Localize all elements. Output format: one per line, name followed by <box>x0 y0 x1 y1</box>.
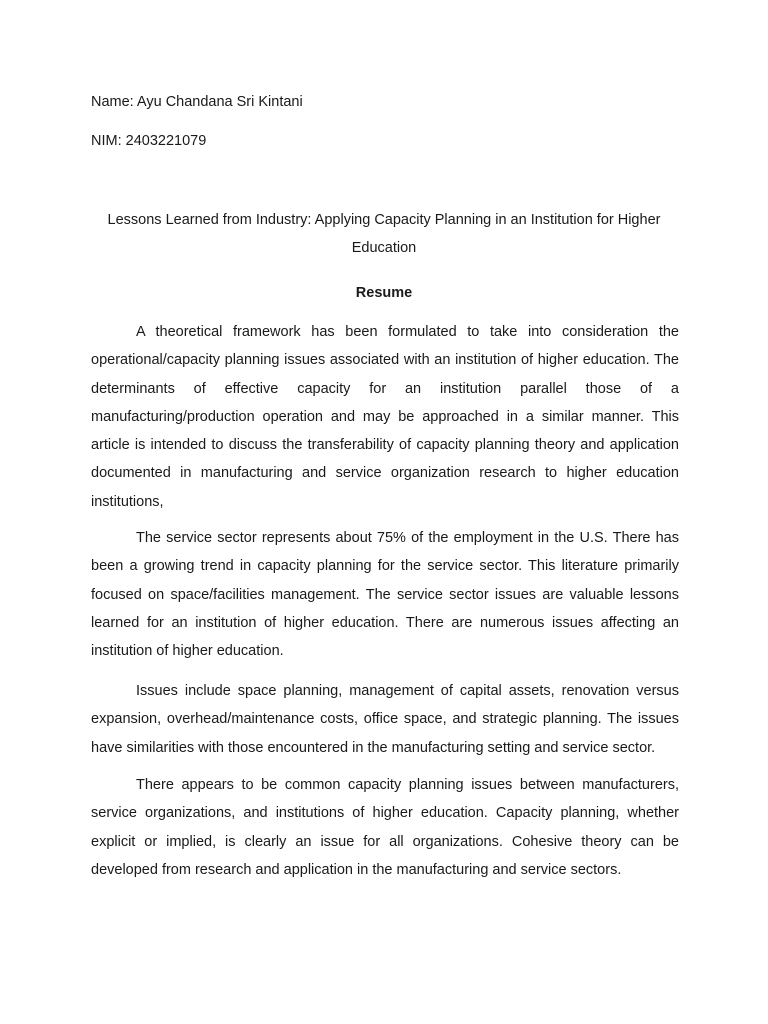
section-heading-resume: Resume <box>355 285 413 301</box>
paragraph: The service sector represents about 75% of the employment in the U.S. There has been a growing trend in capacity planning for the service sector. This literature primarily focused on space/facilities management. The service sector issues are valuable lessons learned for an institution of higher education. There are numerous issues affecting an institution of higher education. <box>91 530 679 660</box>
student-nim: NIM: 2403221079 <box>91 133 207 149</box>
document-title: Lessons Learned from Industry: Applying Capacity Planning in an Institution for Higher Education <box>107 212 661 257</box>
student-name: Name: Ayu Chandana Sri Kintani <box>91 94 303 110</box>
paragraph: There appears to be common capacity planning issues between manufacturers, service organizations, and institutions of higher education. Capacity planning, whether explicit or implied, is clearly an issue for all organizations. Cohesive theory can be developed from research and application in the manufacturing and service sectors. <box>91 777 679 878</box>
paragraph: Issues include space planning, management of capital assets, renovation versus expansion, overhead/maintenance costs, office space, and strategic planning. The issues have similarities with those encountered in the manufacturing setting and service sector. <box>91 683 679 756</box>
paragraph: A theoretical framework has been formulated to take into consideration the operational/capacity planning issues associated with an institution of higher education. The determinants of effective capacity for an institution parallel those of a manufacturing/production operation and may be approached in a similar manner. This article is intended to discuss the transferability of capacity planning theory and application documented in manufacturing and service organization research to higher education institutions, <box>91 324 679 510</box>
